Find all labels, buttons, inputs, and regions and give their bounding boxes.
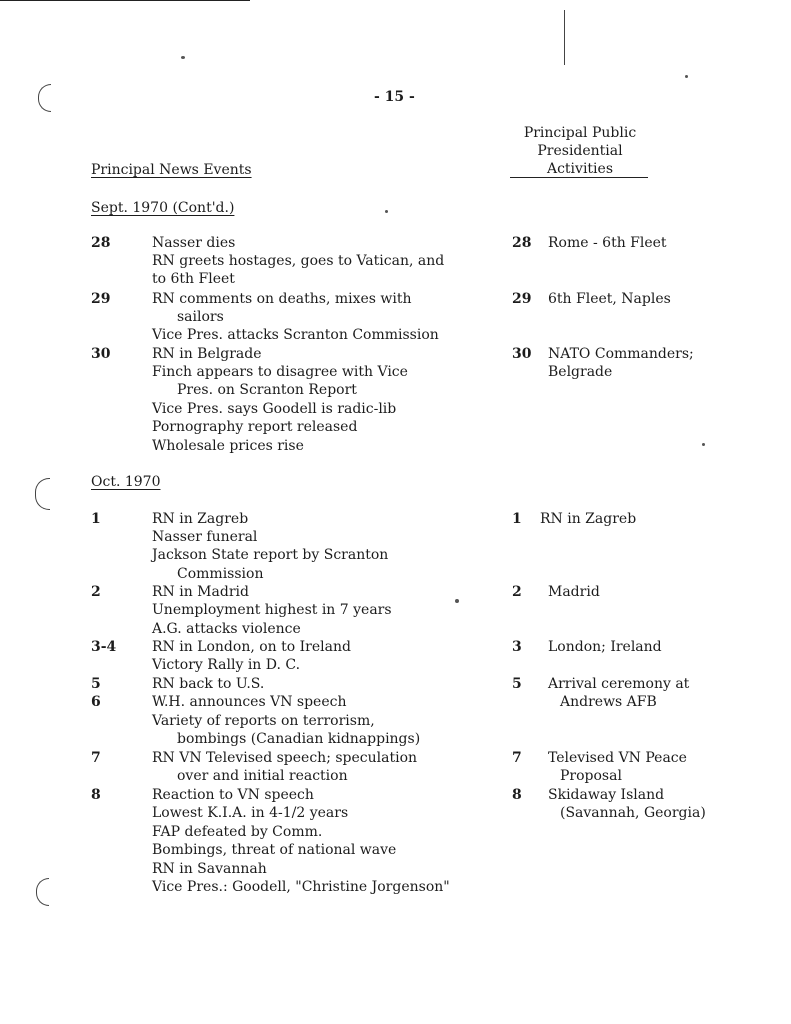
entry-line: Wholesale prices rise — [152, 438, 304, 454]
activity-line: NATO Commanders; — [548, 346, 694, 362]
activity-line: Rome - 6th Fleet — [548, 235, 667, 251]
activity-date: 30 — [512, 346, 532, 362]
entry-line: bombings (Canadian kidnappings) — [177, 731, 421, 747]
activity-line: Madrid — [548, 584, 600, 600]
activity-date: 7 — [512, 750, 522, 766]
entry-line: Vice Pres. attacks Scranton Commission — [152, 327, 439, 343]
activity-line: Arrival ceremony at — [548, 676, 690, 692]
activity-date: 29 — [512, 291, 532, 307]
activity-line: (Savannah, Georgia) — [560, 805, 706, 821]
entry-line: Victory Rally in D. C. — [152, 657, 301, 673]
entry-date: 6 — [91, 694, 101, 710]
activity-line: Proposal — [560, 768, 622, 784]
entry-line: W.H. announces VN speech — [152, 694, 347, 710]
activity-date: 5 — [512, 676, 522, 692]
entry-date: 3-4 — [91, 639, 117, 655]
right-column-header — [500, 124, 660, 178]
entry-line: RN back to U.S. — [152, 676, 265, 692]
entry-line: Vice Pres.: Goodell, "Christine Jorgenson" — [152, 879, 450, 895]
page-number: - 15 - — [374, 89, 415, 105]
activity-line: London; Ireland — [548, 639, 662, 655]
section-title-oct-1970: Oct. 1970 — [91, 474, 161, 490]
entry-line: Pornography report released — [152, 419, 358, 435]
entry-date: 5 — [91, 676, 101, 692]
activity-date: 8 — [512, 787, 522, 803]
entry-line: to 6th Fleet — [152, 271, 235, 287]
entry-date: 1 — [91, 511, 101, 527]
activity-line: RN in Zagreb — [540, 511, 637, 527]
scan-edge-line — [0, 0, 250, 1]
entry-line: A.G. attacks violence — [152, 621, 301, 637]
left-column-header — [91, 161, 252, 179]
entry-line: RN in Zagreb — [152, 511, 249, 527]
activity-line: Andrews AFB — [560, 694, 657, 710]
entry-line: Pres. on Scranton Report — [177, 382, 357, 398]
entry-date: 2 — [91, 584, 101, 600]
entry-line: Variety of reports on terrorism, — [152, 713, 375, 729]
entry-line: FAP defeated by Comm. — [152, 824, 323, 840]
entry-date: 30 — [91, 346, 111, 362]
activity-line: Belgrade — [548, 364, 613, 380]
entry-line: Finch appears to disagree with Vice — [152, 364, 408, 380]
activity-line: 6th Fleet, Naples — [548, 291, 671, 307]
entry-line: Nasser funeral — [152, 529, 258, 545]
entry-line: RN in Savannah — [152, 861, 267, 877]
left-column-header-text: Principal News Events — [91, 162, 252, 178]
right-header-underline — [510, 177, 648, 178]
activity-line: Skidaway Island — [548, 787, 665, 803]
binder-hole-mark — [35, 478, 50, 510]
entry-line: Vice Pres. says Goodell is radic-lib — [152, 401, 397, 417]
entry-line: Bombings, threat of national wave — [152, 842, 397, 858]
scan-speck — [685, 75, 688, 78]
entry-line: RN greets hostages, goes to Vatican, and — [152, 253, 445, 269]
entry-date: 28 — [91, 235, 111, 251]
scan-speck — [702, 443, 705, 446]
entry-line: RN comments on deaths, mixes with — [152, 291, 412, 307]
activity-date: 3 — [512, 639, 522, 655]
entry-line: RN VN Televised speech; speculation — [152, 750, 418, 766]
entry-line: Lowest K.I.A. in 4-1/2 years — [152, 805, 349, 821]
entry-line: Nasser dies — [152, 235, 236, 251]
section-title-sept-1970: Sept. 1970 (Cont'd.) — [91, 200, 235, 216]
right-header-line-1: Principal Public — [523, 125, 637, 141]
entry-line: RN in London, on to Ireland — [152, 639, 351, 655]
scan-speck — [455, 599, 459, 603]
entry-line: Commission — [177, 566, 264, 582]
entry-date: 8 — [91, 787, 101, 803]
binder-hole-mark — [38, 84, 51, 112]
entry-line: RN in Madrid — [152, 584, 249, 600]
entry-line: RN in Belgrade — [152, 346, 262, 362]
activity-date: 28 — [512, 235, 532, 251]
scan-speck — [385, 210, 388, 213]
activity-line: Televised VN Peace — [548, 750, 687, 766]
activity-date: 1 — [512, 511, 522, 527]
entry-date: 29 — [91, 291, 111, 307]
entry-line: over and initial reaction — [177, 768, 348, 784]
entry-line: Reaction to VN speech — [152, 787, 314, 803]
activity-date: 2 — [512, 584, 522, 600]
scan-artifact-line — [564, 10, 565, 65]
entry-line: Jackson State report by Scranton — [152, 547, 389, 563]
entry-line: Unemployment highest in 7 years — [152, 602, 392, 618]
scan-speck — [181, 56, 185, 59]
entry-line: sailors — [177, 309, 224, 325]
right-header-line-2: Presidential — [537, 143, 623, 159]
right-header-line-3: Activities — [546, 161, 613, 177]
binder-hole-mark — [36, 878, 49, 906]
entry-date: 7 — [91, 750, 101, 766]
